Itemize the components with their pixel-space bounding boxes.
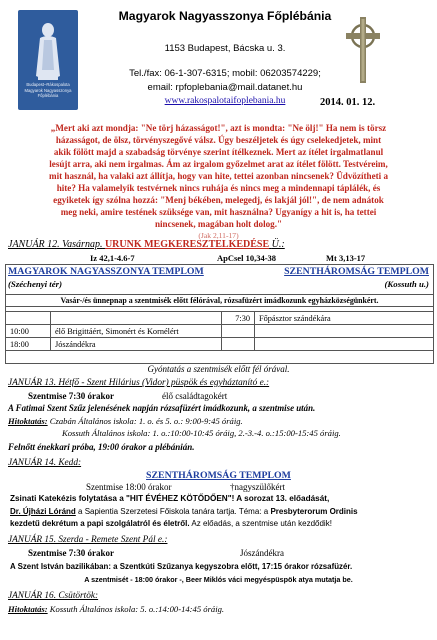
quote-line: hite? Ha valamelyik testvérnek nincs ruhája és nincs meg a mindennapi táplálék, és [56, 183, 381, 193]
church-left-location: (Széchenyi tér) [8, 279, 62, 289]
quote-line: mit használ, ha valaki azt állítja, hogy van hite, tettei azonban nincsenek? Üdvözítheti a [49, 171, 388, 181]
day4-mass: Szentmise 7:30 órakor [28, 548, 114, 558]
scripture-quote [0, 122, 437, 230]
quote-line: meg neki, amire testének szüksége van, mit használna? Ugyanígy a hit is, ha tettei [60, 207, 377, 217]
catechesis-label: Hitoktatás: [8, 604, 48, 614]
intention-right [255, 325, 434, 338]
time-left: 10:00 [6, 325, 51, 338]
confession-note: Gyóntatás a szentmisék előtt fél órával. [147, 364, 290, 374]
day1-suffix: Ü.: [271, 239, 285, 250]
church-left-name: MAGYAROK NAGYASSZONYA TEMPLOM [8, 266, 204, 277]
day1-reading-3: Mt 3,13-17 [326, 253, 366, 263]
lecture-topic: Presbyterorum Ordinis [270, 507, 358, 516]
day1-reading-2: ApCsel 10,34-38 [217, 253, 277, 263]
church-right-name: SZENTHÁROMSÁG TEMPLOM [284, 266, 429, 277]
intention-left: élő Brigittáért, Simonért és Kornélért [51, 325, 222, 338]
intention-left [51, 312, 222, 325]
table-row [6, 312, 434, 325]
catechesis-line: Czabán Általános iskola: 1. o. és 5. o.: 9:00-9:45 óráig. [49, 416, 243, 426]
quote-line: házasságot, de ölsz, törvényszegővé válsz. Úgy beszéljetek és úgy cselekedjetek, mint [55, 135, 382, 145]
basilica-note: A Szent István bazilikában: a Szentkúti Szűzanya kegyszobra előtt, 17:15 órakor rózsafüzér. [10, 562, 353, 571]
day1-reading-1: Iz 42,1-4.6-7 [90, 253, 135, 263]
lecture-details: a Sapientia Szerzetesi Főiskola tanára tartja. Téma: a [75, 507, 269, 516]
choir-note: Felnőtt énekkari próba, 19:00 órakor a plébánián. [8, 442, 195, 452]
day2-mass: Szentmise 7:30 órakor [28, 391, 114, 401]
day4-heading: JANUÁR 15. Szerda - Remete Szent Pál e.: [8, 535, 168, 545]
rosary-note: Vasár-/és ünnepnap a szentmisék előtt félórával, rózsafüzért imádkozunk egyházközségünkért. [6, 294, 433, 307]
quote-line: nincsenek, magában holt dolog." [154, 219, 283, 229]
parish-logo [18, 10, 78, 110]
day1-schedule-box [5, 264, 434, 364]
time-right [222, 338, 255, 351]
time-right: 7:30 [222, 312, 255, 325]
time-left [6, 312, 51, 325]
time-left: 18:00 [6, 338, 51, 351]
day4-mass-intention: Jószándékra [240, 548, 284, 558]
day3-mass-intention: †nagyszülőkért [230, 482, 285, 492]
celtic-cross-icon [340, 14, 386, 86]
parish-address: 1153 Budapest, Bácska u. 3. [164, 43, 286, 54]
quote-line: egyiketek így szólna hozzá: "Menj békében, melegedj, és lakjál jól!", de nem adnátok [53, 195, 384, 205]
day1-feast: URUNK MEGKERESZTELKEDÉSE [104, 239, 270, 250]
logo-caption: Budapest–Rákospalota Magyarok Nagyasszonya Főplébánia [24, 82, 72, 98]
catechesis-line: Kossuth Általános iskola: 5. o.:14:00-14:45 óráig. [49, 604, 225, 614]
lecture-line-2 [10, 507, 358, 516]
lecture-decree: kezdetű dekrétum a papi szolgálatról és életről. [10, 519, 190, 528]
lecture-start-note: Az előadás, a szentmise után kezdődik! [189, 519, 332, 528]
quote-line: „Mert aki azt mondja: "Ne törj házasságot!", azt is mondta: "Ne ölj!" Ha nem is törsz [50, 123, 387, 133]
church-right-location: (Kossuth u.) [384, 279, 429, 289]
time-right [222, 325, 255, 338]
day3-mass: Szentmise 18:00 órakor [86, 482, 172, 492]
lecture-line-1: Zsinati Katekézis folytatása a "HIT ÉVÉHEZ KÖTŐDŐEN"! A sorozat 13. előadását, [10, 494, 330, 503]
day3-church: SZENTHÁROMSÁG TEMPLOM [146, 470, 291, 481]
fatima-note: A Fatimai Szent Szűz jelenésének napján rózsafüzért imádkozunk, a szentmise után. [8, 403, 316, 413]
parish-website-link[interactable]: www.rakospalotaifoplebania.hu [164, 96, 286, 106]
day1-schedule-table [5, 311, 434, 351]
day2-catechesis-2: Kossuth Általános iskola: 1. o.:10:00-10:45 óráig, 2.-3.-4. o.:15:00-15:45 óráig. [62, 428, 341, 438]
parish-phone: Tel./fax: 06-1-307-6315; mobil: 06203574229; [129, 68, 321, 79]
lecture-line-3 [10, 519, 332, 528]
table-row [6, 325, 434, 338]
day3-heading: JANUÁR 14. Kedd: [8, 458, 82, 468]
parish-email: email: rpfoplebania@mail.datanet.hu [147, 82, 303, 93]
intention-right [255, 338, 434, 351]
day5-heading: JANUÁR 16. Csütörtök: [8, 591, 99, 601]
day1-heading [8, 239, 285, 250]
day1-date: JANUÁR 12. Vasárnap. [8, 239, 103, 250]
catechesis-label: Hitoktatás: [8, 416, 48, 426]
day2-catechesis [8, 416, 243, 426]
lecturer-name: Dr. Újházi Lóránd [10, 507, 76, 516]
intention-right: Főpásztor szándékára [255, 312, 434, 325]
parish-name: Magyarok Nagyasszonya Főplébánia [118, 9, 332, 23]
quote-line: lesújt arra, aki nem irgalmas. Ám az irgalom győzelmet arat az ítélet fölött. Testvéreim, [49, 159, 388, 169]
bishop-note: A szentmisét - 18:00 órakor -, Beer Miklós váci megyéspüspök atya mutatja be. [84, 575, 353, 584]
intention-left: Jószándékra [51, 338, 222, 351]
bulletin-date: 2014. 01. 12. [320, 97, 376, 108]
day2-mass-intention: élő családtagokért [162, 391, 228, 401]
day2-heading: JANUÁR 13. Hétfő - Szent Hilárius (Vidor) püspök és egyháztanító e.: [8, 378, 270, 388]
table-row [6, 338, 434, 351]
quote-line: akik fölött majd a szabadság törvénye szerint ítélkeznek. Mert az ítélet irgalmatlanul [53, 147, 384, 157]
quote-reference: (Jak 2,11-17) [198, 231, 239, 240]
day5-catechesis [8, 604, 224, 614]
